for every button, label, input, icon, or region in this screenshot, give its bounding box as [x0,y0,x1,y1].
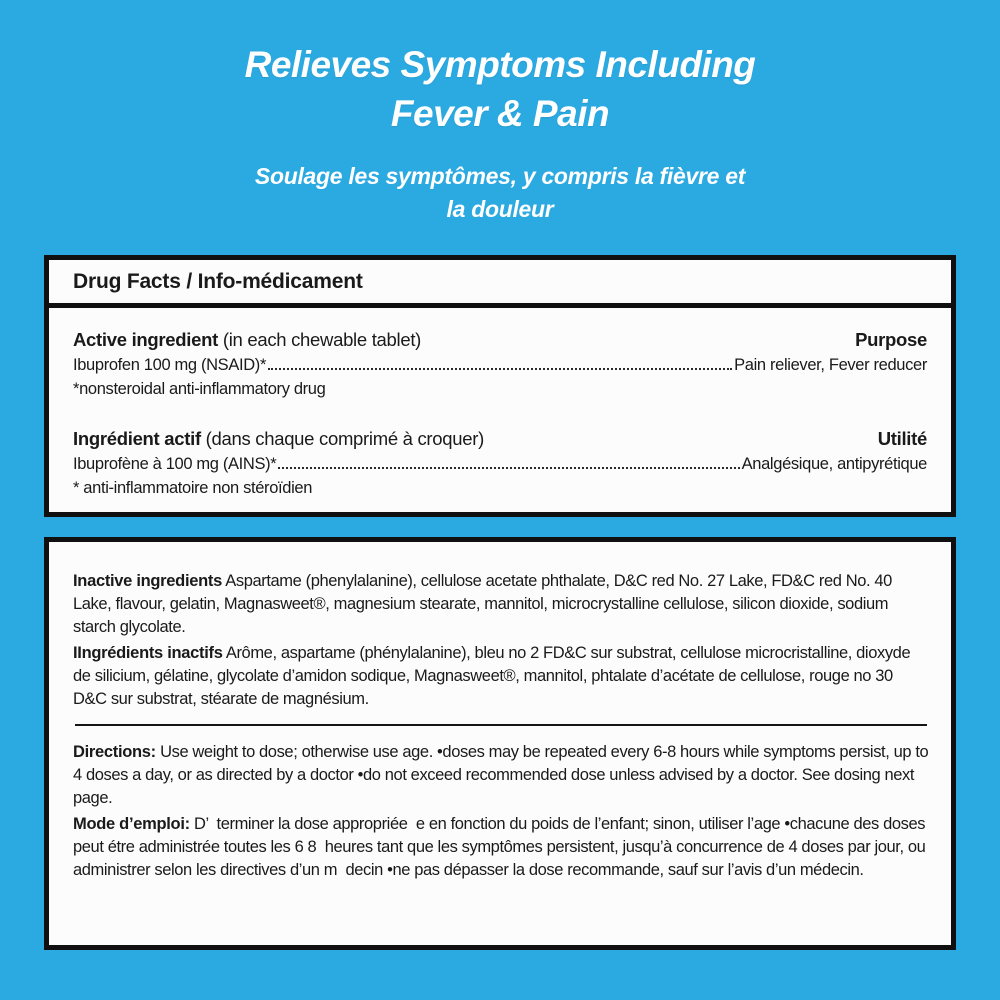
claim-heading-line-1: Relieves Symptoms Including [244,44,756,85]
claim-subheading-line-1: Soulage les symptômes, y compris la fièvre et [254,163,746,189]
inactive-ingredients-en [73,570,929,639]
claim-subheading-line-2: la douleur [446,196,554,222]
nsaid-footnote-fr: * anti-inflammatoire non stéroïdien [73,479,313,497]
active-ingredient-heading-row-en [73,328,927,352]
ingredient-name-fr: Ibuprofène à 100 mg (AINS)* [73,455,277,473]
drug-facts-title: Drug Facts / Info-médicament [49,260,951,308]
claim-heading-en [0,40,1000,138]
active-ingredient-section-fr [73,427,927,500]
drug-facts-panel [44,255,956,517]
inactive-ingredients-text-en: Aspartame (phenylalanine), cellulose acetate phthalate, D&C red No. 27 Lake, FD&C red No. 40 Lake, flavour, gelatin, Magnasweet®, magnesium stearate, mannitol, microcrystalline cellulose, silicon dioxide, sodium starch glycolate. [73,572,897,636]
active-ingredient-heading-fr [73,427,484,451]
ingredient-purpose-row-en [73,354,927,377]
mode-demploi-text: D’ terminer la dose appropriée e en fonction du poids de l’enfant; sinon, utiliser l’age •chacune des doses peut étre administrée toutes les 6 8 heures tant que les symptômes persistent, jusqu’à concurrence de 4 doses par jour, ou administrer selon les directives d’un m decin •ne pas dépasser la dose recommande, sauf sur l’avis d’un médecin. [73,815,930,879]
mode-demploi-label: Mode d’emploi: [73,815,190,833]
section-divider-rule [75,724,927,726]
claim-heading-fr [0,160,1000,226]
active-ingredient-heading-en [73,328,421,352]
purpose-value-en: Pain reliever, Fever reducer [734,356,927,374]
dotted-leader-en [268,368,732,370]
active-ingredient-note-en: (in each chewable tablet) [218,329,422,350]
dotted-leader-fr [278,467,739,469]
ingredient-purpose-row-fr [73,453,927,476]
ingredient-name-en: Ibuprofen 100 mg (NSAID)* [73,356,267,374]
details-panel [44,537,956,950]
details-body [49,542,951,882]
directions-label: Directions: [73,743,156,761]
product-claims [0,40,1000,226]
active-ingredient-section-en [73,328,927,401]
active-ingredient-note-fr: (dans chaque comprimé à croquer) [200,428,484,449]
directions-text: Use weight to dose; otherwise use age. •doses may be repeated every 6-8 hours while symptoms persist, up to 4 doses a day, or as directed by a doctor •do not exceed recommended dose unless advised by a doctor. See dosing next page. [73,743,933,807]
active-ingredient-heading-row-fr [73,427,927,451]
mode-demploi [73,813,929,882]
purpose-label-fr: Utilité [877,428,927,449]
inactive-ingredients-label-fr: IIngrédients inactifs [73,644,223,662]
drug-facts-body [49,308,951,500]
purpose-label-en: Purpose [855,329,927,350]
inactive-ingredients-fr [73,642,929,711]
nsaid-footnote-en: *nonsteroidal anti-inflammatory drug [73,380,326,398]
active-ingredient-label-en: Active ingredient [73,329,218,350]
inactive-ingredients-text-fr: Arôme, aspartame (phénylalanine), bleu no 2 FD&C sur substrat, cellulose microcristalline, dioxyde de silicium, gélatine, glycolate d’amidon sodique, Magnasweet®, mannitol, phtalate d’acétate de cellulose, rouge no 30 D&C sur substrat, stéarate de magnésium. [73,644,915,708]
purpose-value-fr: Analgésique, antipyrétique [741,455,927,473]
inactive-ingredients-label-en: Inactive ingredients [73,572,222,590]
claim-heading-line-2: Fever & Pain [390,93,610,134]
directions [73,741,933,810]
active-ingredient-label-fr: Ingrédient actif [73,428,201,449]
